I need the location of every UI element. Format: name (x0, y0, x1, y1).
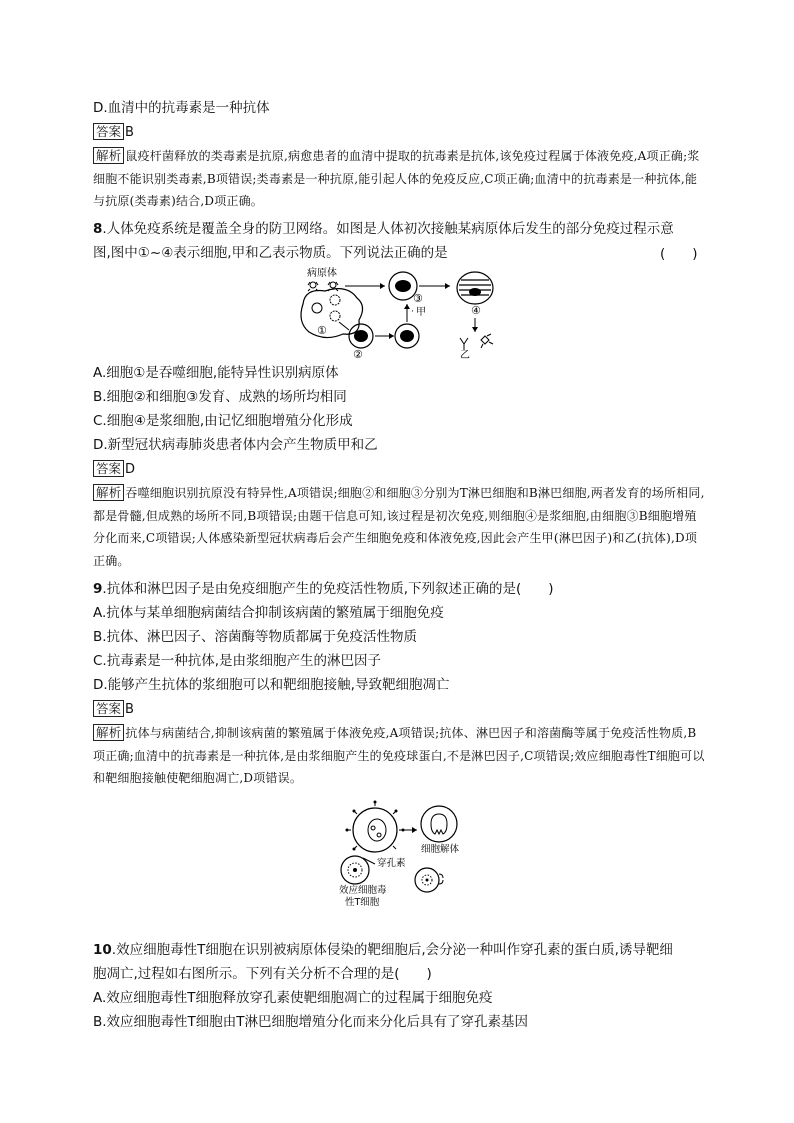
q8-answer-row (93, 458, 135, 481)
analysis-tag: 解析 (93, 147, 124, 164)
q8-option-c: C.细胞④是浆细胞,由记忆细胞增殖分化形成 (93, 413, 353, 429)
q8-option-b: B.细胞②和细胞③发育、成熟的场所均相同 (93, 389, 347, 405)
q9-number: 9 (93, 581, 103, 597)
substance-yi: 乙 (460, 350, 470, 360)
q9-stem (93, 578, 554, 600)
immune-process-diagram (295, 264, 525, 360)
q7-answer-row (93, 121, 134, 144)
q9-stem-text: .抗体和淋巴因子是由免疫细胞产生的免疫活性物质,下列叙述正确的是( ) (102, 581, 554, 597)
complex-icon (481, 334, 493, 348)
answer-tag: 答案 (93, 700, 124, 717)
label-cell-1: ① (317, 324, 327, 337)
label-cell-3: ③ (413, 292, 423, 305)
analysis-tag: 解析 (93, 484, 124, 501)
q9-option-b: B.抗体、淋巴因子、溶菌酶等物质都属于免疫活性物质 (93, 629, 418, 645)
q10-option-b: B.效应细胞毒性T细胞由T淋巴细胞增殖分化而来分化后具有了穿孔素基因 (93, 1014, 529, 1030)
q10-stem-line1 (93, 939, 673, 961)
q10-stem-text1: .效应细胞毒性T细胞在识别被病原体侵染的靶细胞后,会分泌一种叫作穿孔素的蛋白质,诱导靶细 (111, 942, 673, 958)
q9-answer-row (93, 698, 134, 721)
q8-analysis (93, 482, 705, 572)
t-cell-small (415, 868, 443, 892)
answer-tag: 答案 (93, 123, 124, 140)
q10-stem-line2: 胞凋亡,过程如右图所示。下列有关分析不合理的是( ) (93, 966, 432, 982)
pathogen-icon (308, 282, 338, 291)
q8-option-d: D.新型冠状病毒肺炎患者体内会产生物质甲和乙 (93, 437, 378, 453)
q8-analysis-text: 吞噬细胞识别抗原没有特异性,A项错误;细胞②和细胞③分别为T淋巴细胞和B淋巴细胞,两者发育的场所相同,都是骨髓,但成熟的场所不同,B项错误;由题干信息可知,该过程是初次免疫,则细胞④是浆细胞,由细胞③B细胞增殖分化而来,C项错误;人体感染新型冠状病毒后会产生细胞免疫和体液免疫,因此会产生甲(淋巴因子)和乙(抗体),D项正确。 (93, 486, 705, 568)
target-cell (346, 801, 405, 853)
q7-analysis-text: 鼠疫杆菌释放的类毒素是抗原,病愈患者的血清中提取的抗毒素是抗体,该免疫过程属于体液免疫,A项正确;浆细胞不能识别类毒素,B项错误;类毒素是一种抗原,能引起人体的免疫反应,C项正确;血清中的抗毒素是一种抗体,能与抗原(类毒素)结合,D项正确。 (93, 149, 700, 208)
q9-option-a: A.抗体与某单细胞病菌结合抑制该病菌的繁殖属于细胞免疫 (93, 605, 444, 621)
q8-answer-bracket: ( ) (660, 246, 698, 262)
analysis-tag: 解析 (93, 724, 124, 741)
answer-tag: 答案 (93, 460, 124, 477)
tcell-label-1: 效应细胞毒 (339, 885, 387, 896)
q8-stem-text1: .人体免疫系统是覆盖全身的防卫网络。如图是人体初次接触某病原体后发生的部分免疫过程示意 (102, 221, 674, 237)
q8-number: 8 (93, 221, 103, 237)
q9-analysis (93, 722, 705, 790)
cytotoxic-t-cell (341, 856, 369, 884)
substance-jia: 甲 (416, 307, 426, 318)
perforin-diagram (335, 800, 470, 908)
svg-text:·: · (411, 307, 414, 317)
q10-option-a: A.效应细胞毒性T细胞释放穿孔素使靶细胞凋亡的过程属于细胞免疫 (93, 990, 493, 1006)
q9-option-c: C.抗毒素是一种抗体,是由浆细胞产生的淋巴因子 (93, 653, 382, 669)
q7-answer: B (125, 125, 134, 140)
q8-stem-line2: 图,图中①~④表示细胞,甲和乙表示物质。下列说法正确的是 (93, 245, 448, 261)
q9-option-d: D.能够产生抗体的浆细胞可以和靶细胞接触,导致靶细胞凋亡 (93, 677, 450, 693)
tcell-label-2: 性T细胞 (345, 897, 380, 908)
q9-answer: B (125, 702, 134, 717)
perforin-label: 穿孔素 (377, 858, 406, 869)
q7-option-d: D.血清中的抗毒素是一种抗体 (93, 100, 270, 116)
label-cell-2: ② (353, 348, 363, 360)
q10-number: 10 (93, 942, 112, 958)
q7-analysis (93, 145, 705, 213)
q8-answer: D (125, 462, 136, 477)
antibody-icon (460, 338, 468, 350)
lysis-label: 细胞解体 (421, 844, 460, 855)
lysed-cell (421, 806, 457, 842)
pathogen-label: 病原体 (307, 268, 337, 279)
phagocyte-nucleus (312, 303, 322, 313)
q8-option-a: A.细胞①是吞噬细胞,能特异性识别病原体 (93, 365, 339, 381)
label-cell-4: ④ (471, 304, 481, 317)
q8-stem-line1 (93, 218, 674, 240)
q9-analysis-text: 抗体与病菌结合,抑制该病菌的繁殖属于体液免疫,A项错误;抗体、淋巴因子和溶菌酶等属于免疫活性物质,B项正确;血清中的抗毒素是一种抗体,是由浆细胞产生的免疫球蛋白,不是淋巴因子,C项错误;效应细胞毒性T细胞可以和靶细胞接触使靶细胞凋亡,D项错误。 (93, 726, 705, 785)
